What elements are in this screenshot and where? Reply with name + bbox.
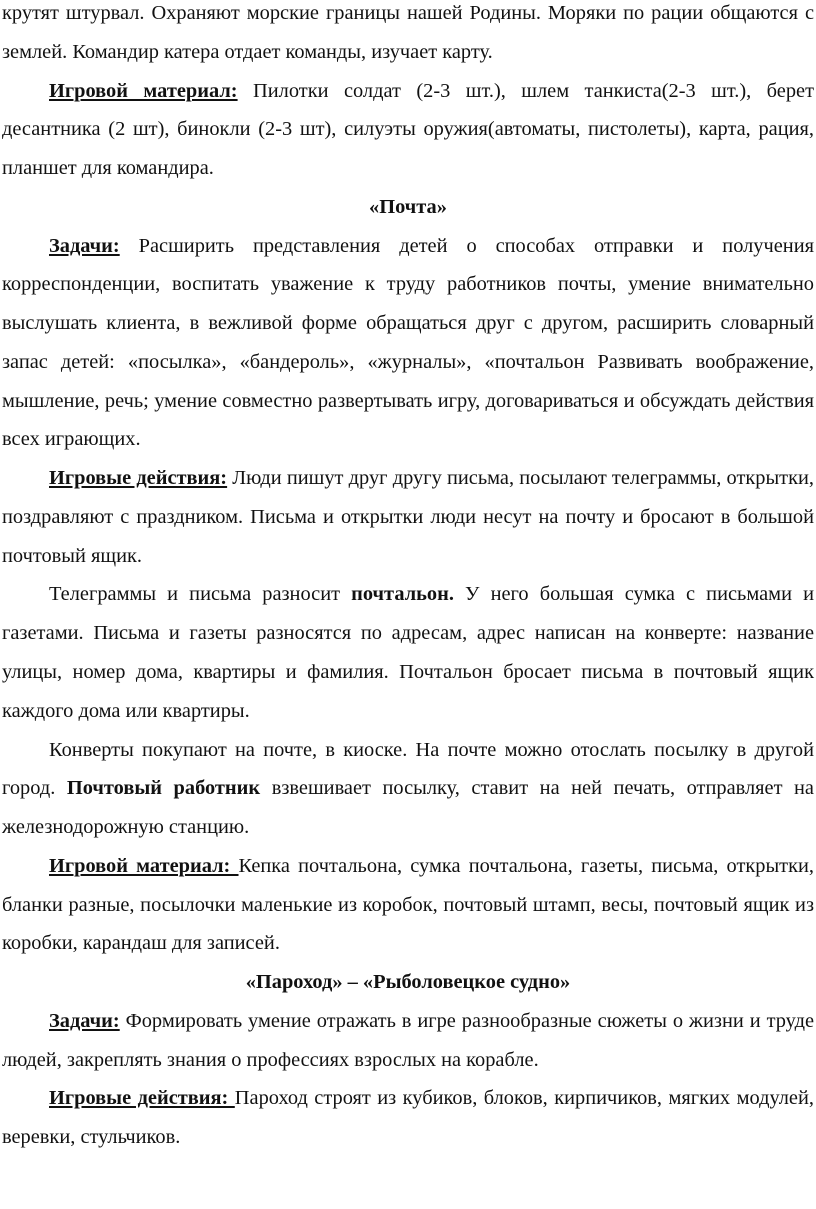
paragraph-game-actions-parohod bbox=[2, 1079, 814, 1157]
bold-term-postman: почтальон. bbox=[351, 583, 454, 606]
label-game-actions: Игровые действия: bbox=[49, 467, 228, 490]
paragraph-text: У него большая сумка с письмами и газетами. Письма и газеты разносятся по адресам, адрес написан на конверте: название улицы, номер дома, квартиры и фамилия. Почтальон бросает письма в почтовый ящик каждого дома или квартиры. bbox=[2, 583, 814, 722]
paragraph-game-material-2 bbox=[2, 847, 814, 963]
paragraph-text: Конверты покупают на почте, в киоске. На почте можно отослать посылку в другой город. bbox=[2, 738, 814, 800]
paragraph-text: Люди пишут друг другу письма, посылают телеграммы, открытки, поздравляют с праздником. Письма и открытки люди несут на почту и бросают в большой почтовый ящик. bbox=[2, 467, 815, 567]
section-title-parohod: «Пароход» – «Рыболовецкое судно» bbox=[245, 971, 571, 994]
paragraph-postman bbox=[2, 575, 814, 730]
paragraph-text: Кепка почтальона, сумка почтальона, газеты, письма, открытки, бланки разные, посылочки маленькие из коробок, почтовый штамп, весы, почтовый ящик из коробки, карандаш для записей. bbox=[2, 854, 814, 955]
paragraph-game-material-1 bbox=[2, 72, 814, 188]
paragraph-text: Пилотки солдат (2-3 шт.), шлем танкиста(2-3 шт.), берет десантника (2 шт), бинокли (2-3 шт), силуэты оружия(автоматы, пистолеты), карта, рация, планшет для командира. bbox=[2, 79, 814, 180]
paragraph-text: Формировать умение отражать в игре разнообразные сюжеты о жизни и труде людей, закреплять знания о профессиях взрослых на корабле. bbox=[2, 1009, 814, 1071]
label-game-actions: Игровые действия: bbox=[49, 1087, 235, 1110]
section-title-pochta: «Почта» bbox=[369, 195, 447, 218]
label-game-material: Игровой материал: bbox=[49, 854, 239, 877]
paragraph-text: Расширить представления детей о способах отправки и получения корреспонденции, воспитать уважение к труду работников почты, умение внимательно выслушать клиента, в вежливой форме обращаться друг с другом, расширить словарный запас детей: «посылка», «бандероль», «журналы», «почтальон Развивать воображение, мышление, речь; умение совместно развертывать игру, договариваться и обсуждать действия всех играющих. bbox=[2, 234, 814, 451]
bold-term-postal-worker: Почтовый работник bbox=[66, 777, 261, 800]
label-tasks: Задачи: bbox=[49, 1009, 120, 1032]
paragraph-continuation bbox=[2, 0, 814, 72]
paragraph-game-actions-pochta bbox=[2, 459, 814, 575]
paragraph-text: крутят штурвал. Охраняют морские границы нашей Родины. Моряки по рации общаются с землей. Командир катера отдает команды, изучает карту. bbox=[2, 2, 814, 63]
label-game-material: Игровой материал: bbox=[49, 79, 238, 102]
paragraph-tasks-parohod bbox=[2, 1002, 814, 1080]
paragraph-text: Телеграммы и письма разносит bbox=[49, 583, 352, 606]
paragraph-envelopes bbox=[2, 731, 814, 847]
paragraph-text: Пароход строят из кубиков, блоков, кирпичиков, мягких модулей, веревки, стульчиков. bbox=[2, 1087, 814, 1149]
paragraph-tasks-pochta bbox=[2, 227, 814, 460]
paragraph-text: взвешивает посылку, ставит на ней печать, отправляет на железнодорожную станцию. bbox=[2, 777, 814, 839]
label-tasks: Задачи: bbox=[49, 234, 120, 257]
